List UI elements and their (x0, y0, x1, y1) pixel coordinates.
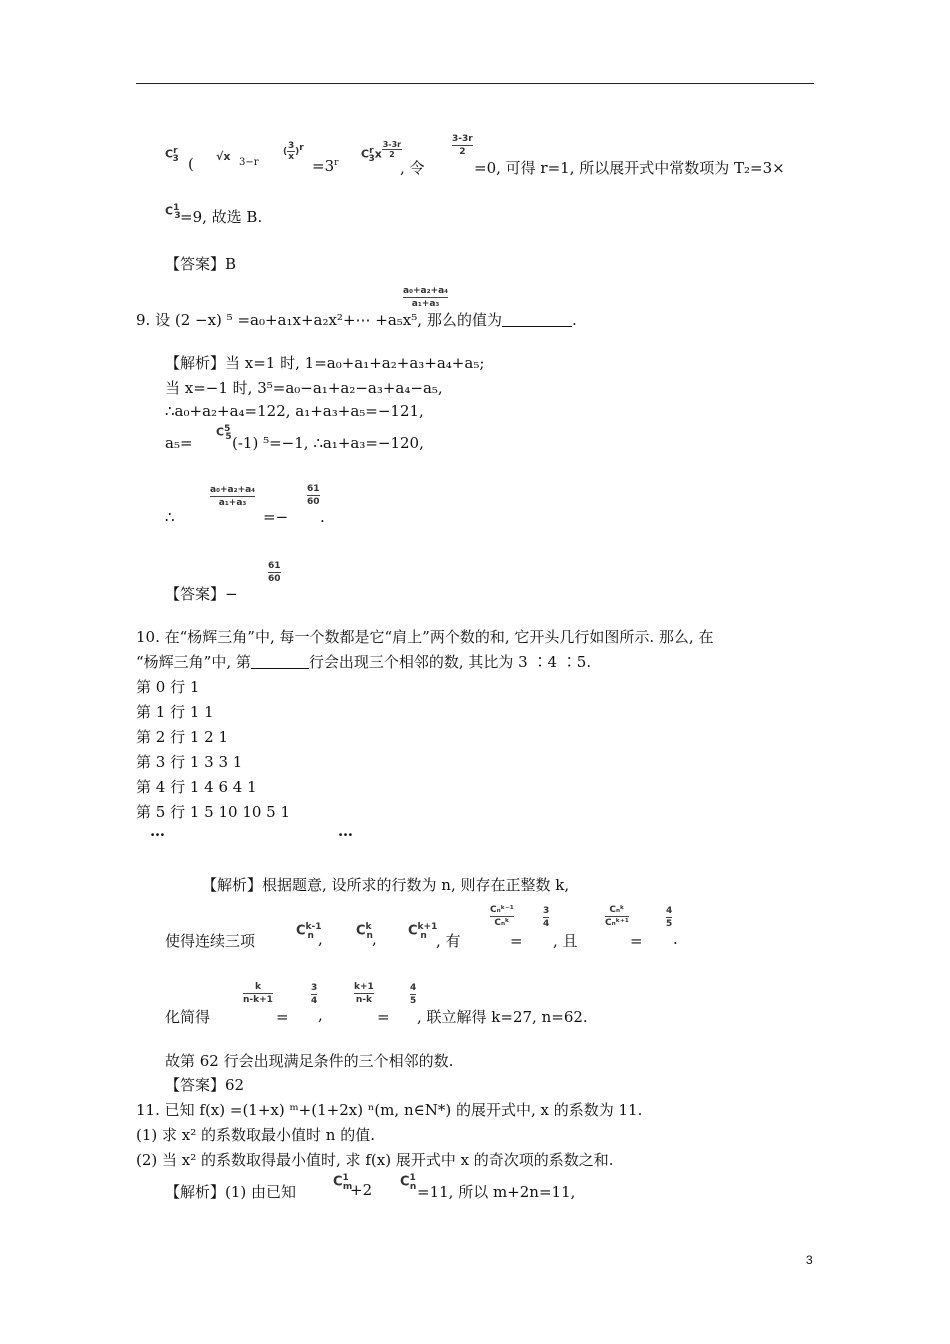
binomial-c-k+1: $C^{k+1}_n$ (408, 922, 438, 941)
q10-stem-l1: 10. 在“杨辉三角”中, 每一个数都是它“肩上”两个数的和, 它开头几行如图所示. 那么, 在 (136, 628, 714, 646)
ellipsis-left: … (150, 822, 165, 840)
eq: = (377, 1008, 390, 1026)
q9-answer-value: 61 60 (268, 561, 281, 584)
comma: , (318, 1006, 323, 1024)
q10-l2-end: . (673, 930, 678, 948)
binomial-cm1: $C^1_m$ (333, 1173, 353, 1192)
triangle-row: 第 0 行 1 (136, 678, 200, 696)
q11-part2: (2) 当 x² 的系数取得最小值时, 求 f(x) 展开式中 x 的奇次项的系数之和. (136, 1151, 614, 1169)
binomial-c-x: $C^r_3x$ $\frac{3-3r}{2}$ (361, 140, 402, 164)
triangle-row: 第 5 行 1 5 10 10 5 1 (136, 803, 291, 821)
exponent: 3−r (239, 157, 259, 168)
q9-stem-post: 的值为 . (457, 311, 577, 329)
value-frac-3-4: 3 4 (543, 906, 550, 929)
q9-sol-eq: =− (263, 508, 289, 526)
q9-answer: 【答案】− (165, 585, 238, 603)
therefore-symbol: ∴ (165, 508, 175, 526)
q11-sol-post: =11, 所以 m+2n=11, (417, 1183, 576, 1201)
comma: , (372, 930, 377, 948)
binomial-c: $C^r_3$ (165, 146, 179, 164)
q10-qie: , 且 (553, 932, 578, 950)
sqrt-x: √x (216, 150, 231, 163)
eq: = (276, 1008, 289, 1026)
page-number: 3 (806, 1253, 813, 1267)
ellipsis-right: … (338, 822, 353, 840)
triangle-row: 第 3 行 1 3 3 1 (136, 753, 243, 771)
q9-stem: 9. 设 (2 −x) ⁵ =a₀+a₁x+a₂x²+⋯ +a₅x⁵, 那么 (136, 311, 457, 329)
q10-you: , 有 (436, 932, 461, 950)
q8-line2-tail: =9, 故选 B. (180, 208, 263, 226)
q10-sol-l3-post: , 联立解得 k=27, n=62. (417, 1008, 588, 1026)
q9-stem-frac: a₀+a₂+a₄ a₁+a₃ (403, 286, 449, 309)
simplified-frac-1: k n-k+1 (243, 982, 273, 1005)
q9-sol-l4-post: (-1) ⁵=−1, ∴a₁+a₃=−120, (232, 434, 424, 452)
q11-stem: 11. 已知 f(x) =(1+x) ᵐ+(1+2x) ⁿ(m, n∈N*) 的展开式中, x 的系数为 11. (136, 1101, 643, 1119)
binomial-c-k-1: $C^{k-1}_n$ (296, 922, 322, 941)
binomial-c55: $C^5_5$ (216, 424, 232, 442)
q9-sol-value: 61 60 (307, 484, 320, 507)
comma: , (318, 930, 323, 948)
ratio-frac-2: Cₙᵏ Cₙᵏ⁺¹ (605, 905, 629, 928)
q11-part1: (1) 求 x² 的系数取最小值时 n 的值. (136, 1126, 375, 1144)
q9-sol-l3: ∴a₀+a₂+a₄=122, a₁+a₃+a₅=−121, (165, 402, 424, 420)
q9-sol-end: . (320, 508, 325, 526)
triangle-row: 第 2 行 1 2 1 (136, 728, 229, 746)
q10-sol-l2-pre: 使得连续三项 (165, 932, 256, 950)
binomial-c-k: $C^k_n$ (356, 922, 373, 941)
plus-two: +2 (350, 1181, 373, 1199)
binomial-c31: $C^1_3$ (165, 203, 181, 221)
triangle-row: 第 4 行 1 4 6 4 1 (136, 778, 257, 796)
value-frac-4-5: 4 5 (666, 906, 673, 929)
q9-sol-l4-pre: a₅= (165, 434, 193, 452)
binomial-cn1: $C^1_n$ (400, 1173, 417, 1192)
q9-sol-frac: a₀+a₂+a₄ a₁+a₃ (210, 485, 256, 508)
eq: = (630, 932, 643, 950)
q9-sol-l2: 当 x=−1 时, 3⁵=a₀−a₁+a₂−a₃+a₄−a₅, (165, 379, 443, 397)
ratio-frac-1: Cₙᵏ⁻¹ Cₙᵏ (490, 905, 514, 928)
q10-stem-l2: “杨辉三角”中, 第 行会出现三个相邻的数, 其比为 3 ∶4 ∶5. (136, 653, 592, 671)
q10-answer: 【答案】62 (165, 1076, 245, 1094)
q8-line1-tail: =0, 可得 r=1, 所以展开式中常数项为 T₂=3× (474, 159, 785, 177)
cond-frac: 3-3r 2 (452, 134, 473, 157)
header-rule (136, 83, 814, 84)
q9-sol-l1: 【解析】当 x=1 时, 1=a₀+a₁+a₂+a₃+a₄+a₅; (165, 354, 485, 372)
eq: = (510, 932, 523, 950)
value-frac-4-5: 4 5 (410, 983, 417, 1006)
q10-sol-l3-pre: 化简得 (165, 1008, 211, 1026)
paren: ( (188, 155, 194, 173)
frac-3-over-x: ( $\frac{3}{x}$ )$^r$ (283, 141, 304, 162)
q10-sol-l1: 【解析】根据题意, 设所求的行数为 n, 则存在正整数 k, (202, 876, 570, 894)
eq-3r: $=3^r$ (312, 157, 339, 175)
q10-sol-l4: 故第 62 行会出现满足条件的三个相邻的数. (165, 1052, 454, 1070)
value-frac-3-4: 3 4 (311, 983, 318, 1006)
ling-text: , 令 (400, 159, 425, 177)
q8-answer: 【答案】B (165, 255, 237, 273)
simplified-frac-2: k+1 n-k (354, 982, 374, 1005)
triangle-row: 第 1 行 1 1 (136, 703, 214, 721)
q11-sol-pre: 【解析】(1) 由已知 (165, 1183, 297, 1201)
